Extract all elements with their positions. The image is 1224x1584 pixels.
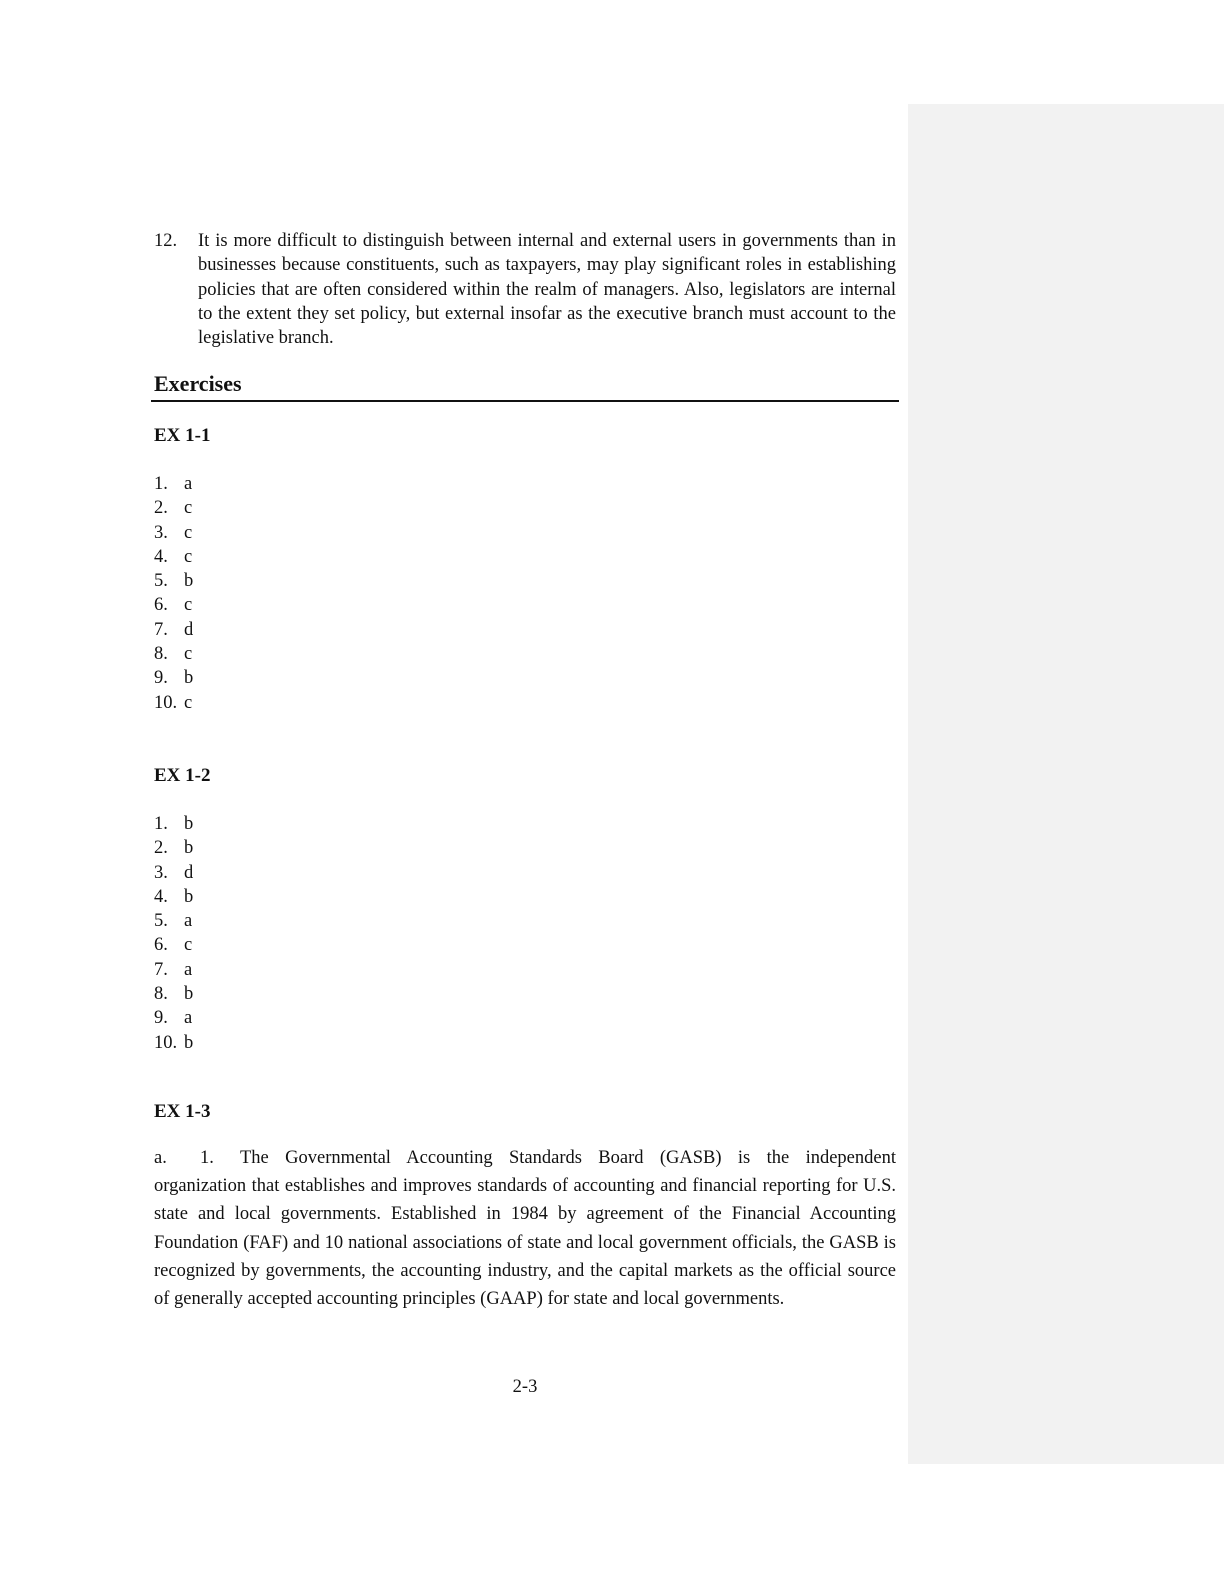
comment-pane <box>908 104 1224 1464</box>
question-number: 12. <box>154 231 178 251</box>
paragraph-text: The Governmental Accounting Standards Board (GASB) is the independent organization that establishes and improves standards of accounting and financial reporting for U.S. state and local governments. Established in 1984 by agreement of the Financial Accounting Foundation (FAF) and 10 national associations of state and local government officials, the GASB is recognized by governments, the accounting industry, and the capital markets as the official source of generally accepted accounting principles (GAAP) for state and local governments. <box>154 1148 896 1310</box>
item-label: 1. <box>200 1148 214 1168</box>
exercise-title-1-1: EX 1-1 <box>154 425 211 446</box>
section-divider <box>151 400 899 402</box>
part-label: a. <box>154 1148 167 1168</box>
exercise-title-1-3: EX 1-3 <box>154 1101 211 1122</box>
section-heading-exercises: Exercises <box>154 371 242 396</box>
question-text: It is more difficult to distinguish between internal and external users in governments than in businesses because constituents, such as taxpayers, may play significant roles in establishing policies that are often considered within the realm of managers. Also, legislators are internal to the extent they set policy, but external insofar as the executive branch must account to the legislative branch. <box>198 231 896 349</box>
ex-1-3-paragraph <box>154 1144 896 1313</box>
question-12 <box>154 229 896 350</box>
exercise-title-1-2: EX 1-2 <box>154 765 211 786</box>
page-number: 2-3 <box>512 1377 538 1397</box>
